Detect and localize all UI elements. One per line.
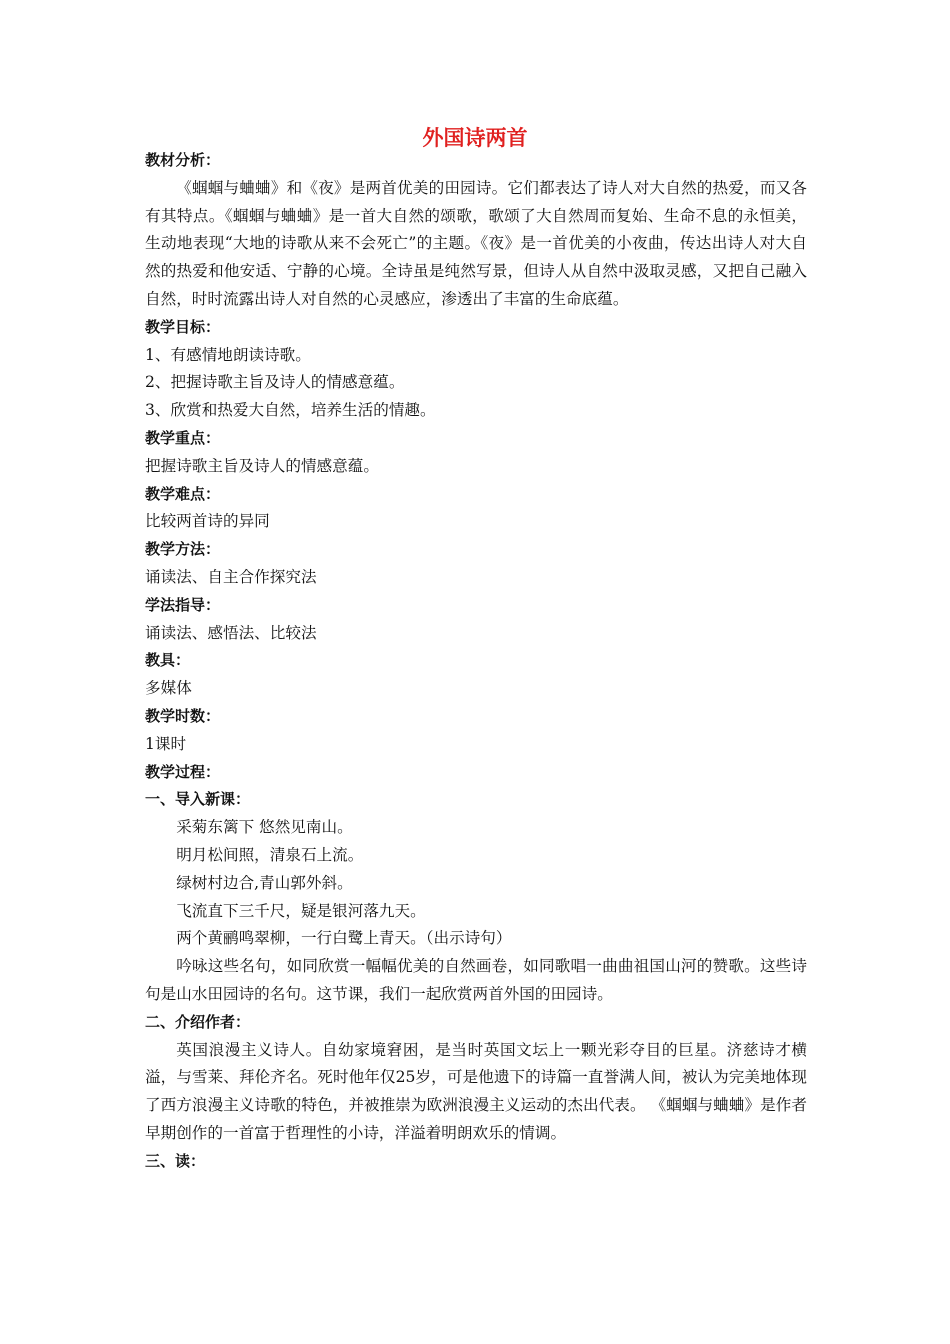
- poem-line: 两个黄鹂鸣翠柳，一行白鹭上青天。（出示诗句）: [176, 929, 512, 948]
- intro-heading: 一、导入新课：: [145, 790, 251, 809]
- analysis-paragraph: 《蝈蝈与蛐蛐》和《夜》是两首优美的田园诗。它们都表达了诗人对大自然的热爱，而又各有其特点。《蝈蝈与蛐蛐》是一首大自然的颂歌，歌颂了大自然周而复始、生命不息的永恒美，生动地表现“大地的诗歌从来不会死亡”的主题。《夜》是一首优美的小夜曲，传达出诗人对大自然的热爱和他安适、宁静的心境。全诗虽是纯然写景，但诗人从自然中汲取灵感，又把自己融入自然，时时流露出诗人对自然的心灵感应，渗透出了丰富的生命底蕴。: [145, 178, 807, 308]
- method-text: 诵读法、自主合作探究法: [145, 567, 317, 586]
- study-guide-heading: 学法指导：: [145, 595, 221, 614]
- poem-line: 飞流直下三千尺，疑是银河落九天。: [176, 901, 426, 920]
- hours-text: 1课时: [145, 734, 187, 753]
- difficulty-text: 比较两首诗的异同: [145, 512, 270, 531]
- goal-item: 2、把握诗歌主旨及诗人的情感意蕴。: [145, 373, 405, 392]
- document-body: [145, 147, 807, 1175]
- author-heading: 二、介绍作者：: [145, 1012, 251, 1031]
- poem-line: 绿树村边合,青山郭外斜。: [176, 873, 353, 892]
- author-paragraph: 英国浪漫主义诗人。自幼家境窘困，是当时英国文坛上一颗光彩夺目的巨星。济慈诗才横溢，与雪莱、拜伦齐名。死时他年仅25岁，可是他遗下的诗篇一直誉满人间，被认为完美地体现了西方浪漫主义诗歌的特色，并被推崇为欧洲浪漫主义运动的杰出代表。 《蝈蝈与蛐蛐》是作者早期创作的一首富于哲理性的小诗，洋溢着明朗欢乐的情调。: [145, 1040, 807, 1142]
- goal-item: 1、有感情地朗读诗歌。: [145, 345, 311, 364]
- document-title: 外国诗两首: [422, 126, 528, 150]
- study-guide-text: 诵读法、感悟法、比较法: [145, 623, 317, 642]
- goal-item: 3、欣赏和热爱大自然，培养生活的情趣。: [145, 401, 436, 420]
- intro-paragraph: 吟咏这些名句，如同欣赏一幅幅优美的自然画卷，如同歌唱一曲曲祖国山河的赞歌。这些诗句是山水田园诗的名句。这节课，我们一起欣赏两首外国的田园诗。: [145, 957, 807, 1003]
- tools-heading: 教具：: [145, 651, 191, 670]
- poem-line: 采菊东篱下 悠然见南山。: [176, 818, 353, 837]
- poem-line: 明月松间照，清泉石上流。: [176, 845, 364, 864]
- tools-text: 多媒体: [145, 679, 192, 698]
- process-heading: 教学过程：: [145, 762, 221, 781]
- method-heading: 教学方法：: [145, 540, 221, 559]
- goals-heading: 教学目标：: [145, 317, 221, 336]
- read-heading: 三、读：: [145, 1151, 206, 1170]
- analysis-heading: 教材分析：: [145, 151, 221, 169]
- key-points-heading: 教学重点：: [145, 428, 221, 447]
- hours-heading: 教学时数：: [145, 706, 221, 725]
- key-points-text: 把握诗歌主旨及诗人的情感意蕴。: [145, 456, 379, 475]
- difficulty-heading: 教学难点：: [145, 484, 221, 503]
